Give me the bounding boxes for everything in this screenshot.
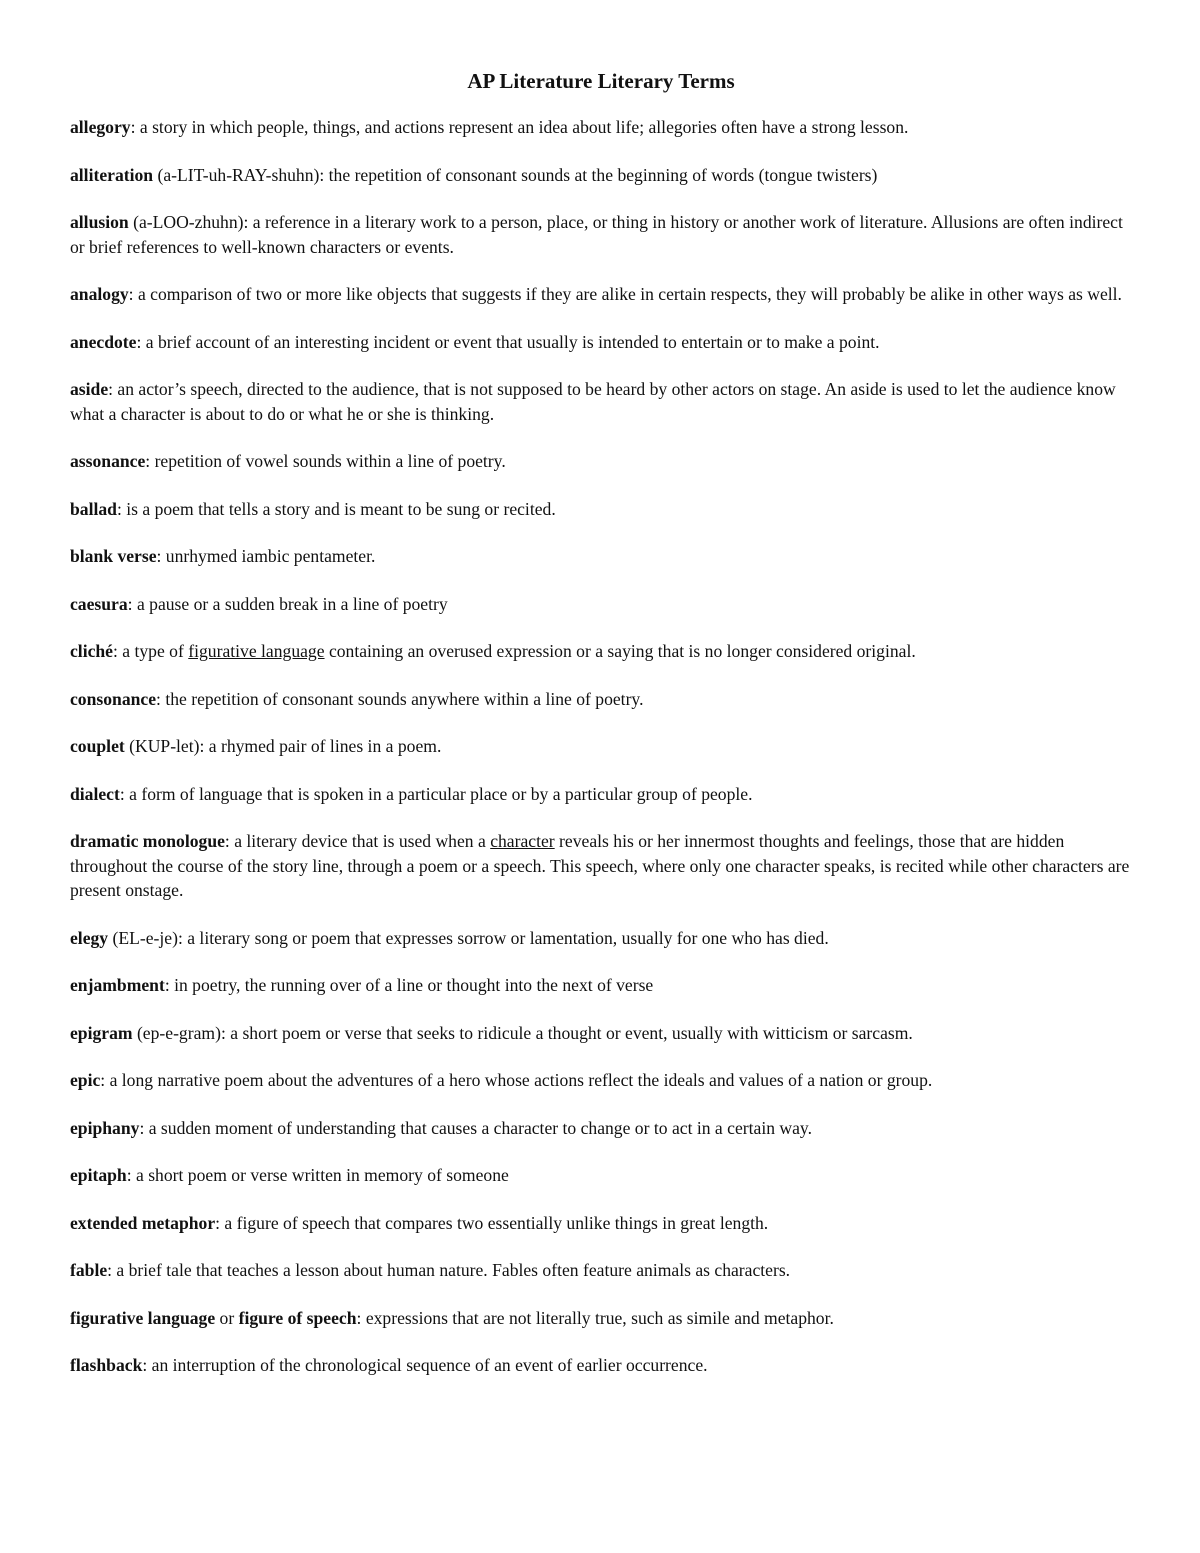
term-name: analogy [70,284,129,305]
definition-text: or [215,1307,239,1328]
term-name: caesura [70,593,128,614]
term-name: figure of speech [238,1307,357,1328]
definition-text: : a figure of speech that compares two essentially unlike things in great length. [215,1212,769,1233]
definition-text: : is a poem that tells a story and is meant to be sung or recited. [116,498,556,519]
glossary-entry [70,163,1132,188]
definition-text: : a brief account of an interesting incident or event that usually is intended to entertain or to make a point. [136,331,880,352]
glossary-entry [70,497,1132,522]
definition-text: reveals his or her innermost thoughts and feelings, those that are hidden throughout the course of the story line, through a poem or a speech. This speech, where only one character speaks, is recited while other characters are present onstage. [70,831,1130,901]
definition-text: : a form of language that is spoken in a particular place or by a particular group of people. [119,783,753,804]
glossary-entry [70,330,1132,355]
term-name: blank verse [70,546,157,567]
glossary-entry [70,115,1132,140]
term-name: epitaph [70,1165,127,1186]
term-name: allusion [70,212,129,233]
glossary-entry [70,926,1132,951]
definition-text: : a type of [113,641,189,662]
glossary-entry [70,282,1132,307]
glossary-entry [70,1258,1132,1283]
term-name: epigram [70,1022,133,1043]
term-name: enjambment [70,975,165,996]
definition-text: : a comparison of two or more like objects that suggests if they are alike in certain respects, they will probably be alike in other ways as well. [128,284,1122,305]
term-name: extended metaphor [70,1212,216,1233]
glossary-entry [70,1353,1132,1378]
definition-text: (a-LIT-uh-RAY-shuhn): the repetition of consonant sounds at the beginning of words (tongue twisters) [153,164,878,185]
glossary-entry [70,1021,1132,1046]
definition-text: : a long narrative poem about the adventures of a hero whose actions reflect the ideals and values of a nation or group. [100,1070,933,1091]
glossary-entry [70,1068,1132,1093]
definition-text: : a pause or a sudden break in a line of poetry [127,593,448,614]
term-name: fable [70,1260,108,1281]
glossary-entry [70,1306,1132,1331]
term-name: dramatic monologue [70,831,225,852]
term-name: epiphany [70,1117,140,1138]
definition-text: : in poetry, the running over of a line or thought into the next of verse [164,975,654,996]
term-name: cliché [70,641,113,662]
term-name: dialect [70,783,120,804]
definition-text: : a short poem or verse written in memory of someone [126,1165,509,1186]
underlined-text: figurative language [188,641,325,662]
document-title: AP Literature Literary Terms [467,69,735,93]
definition-text: (ep-e-gram): a short poem or verse that seeks to ridicule a thought or event, usually with witticism or sarcasm. [132,1022,913,1043]
definition-text: : an actor’s speech, directed to the audience, that is not supposed to be heard by other actors on stage. An aside is used to let the audience know what a character is about to do or what he or she is thinking. [70,379,1116,424]
definition-text: : an interruption of the chronological sequence of an event of earlier occurrence. [142,1355,708,1376]
definition-text: (a-LOO-zhuhn): a reference in a literary work to a person, place, or thing in history or another work of literature. Allusions are often indirect or brief references to well-known characters or events. [70,212,1123,257]
term-name: couplet [70,736,125,757]
document-page [70,68,1132,1401]
term-name: flashback [70,1355,143,1376]
term-name: consonance [70,688,157,709]
term-name: aside [70,379,109,400]
glossary-entry [70,544,1132,569]
definition-text: (KUP-let): a rhymed pair of lines in a poem. [124,736,442,757]
glossary-entry [70,449,1132,474]
glossary-entry [70,734,1132,759]
underlined-text: character [490,831,555,852]
definition-text: : a story in which people, things, and actions represent an idea about life; allegories often have a strong lesson. [130,117,909,138]
term-name: ballad [70,498,117,519]
definition-text: : unrhymed iambic pentameter. [156,546,376,567]
term-name: figurative language [70,1307,216,1328]
definition-text: : the repetition of consonant sounds anywhere within a line of poetry. [156,688,644,709]
term-name: epic [70,1070,101,1091]
definition-text: : a sudden moment of understanding that causes a character to change or to act in a certain way. [139,1117,812,1138]
glossary-entry [70,1163,1132,1188]
glossary-entry [70,687,1132,712]
glossary-entry [70,829,1132,903]
definition-text: : expressions that are not literally true, such as simile and metaphor. [356,1307,834,1328]
glossary-entry [70,377,1132,426]
term-name: alliteration [70,164,154,185]
definition-text: : repetition of vowel sounds within a line of poetry. [145,451,506,472]
definition-text: (EL-e-je): a literary song or poem that expresses sorrow or lamentation, usually for one who has died. [108,927,829,948]
glossary-entry [70,1116,1132,1141]
term-name: elegy [70,927,109,948]
definition-text: : a brief tale that teaches a lesson about human nature. Fables often feature animals as characters. [107,1260,791,1281]
glossary-entry [70,973,1132,998]
glossary-entry [70,592,1132,617]
glossary-entry [70,782,1132,807]
glossary-entry [70,210,1132,259]
glossary-list [70,115,1132,1378]
definition-text: containing an overused expression or a saying that is no longer considered original. [324,641,916,662]
term-name: allegory [70,117,131,138]
definition-text: : a literary device that is used when a [224,831,491,852]
term-name: anecdote [70,331,137,352]
glossary-entry [70,639,1132,664]
term-name: assonance [70,451,146,472]
glossary-entry [70,1211,1132,1236]
